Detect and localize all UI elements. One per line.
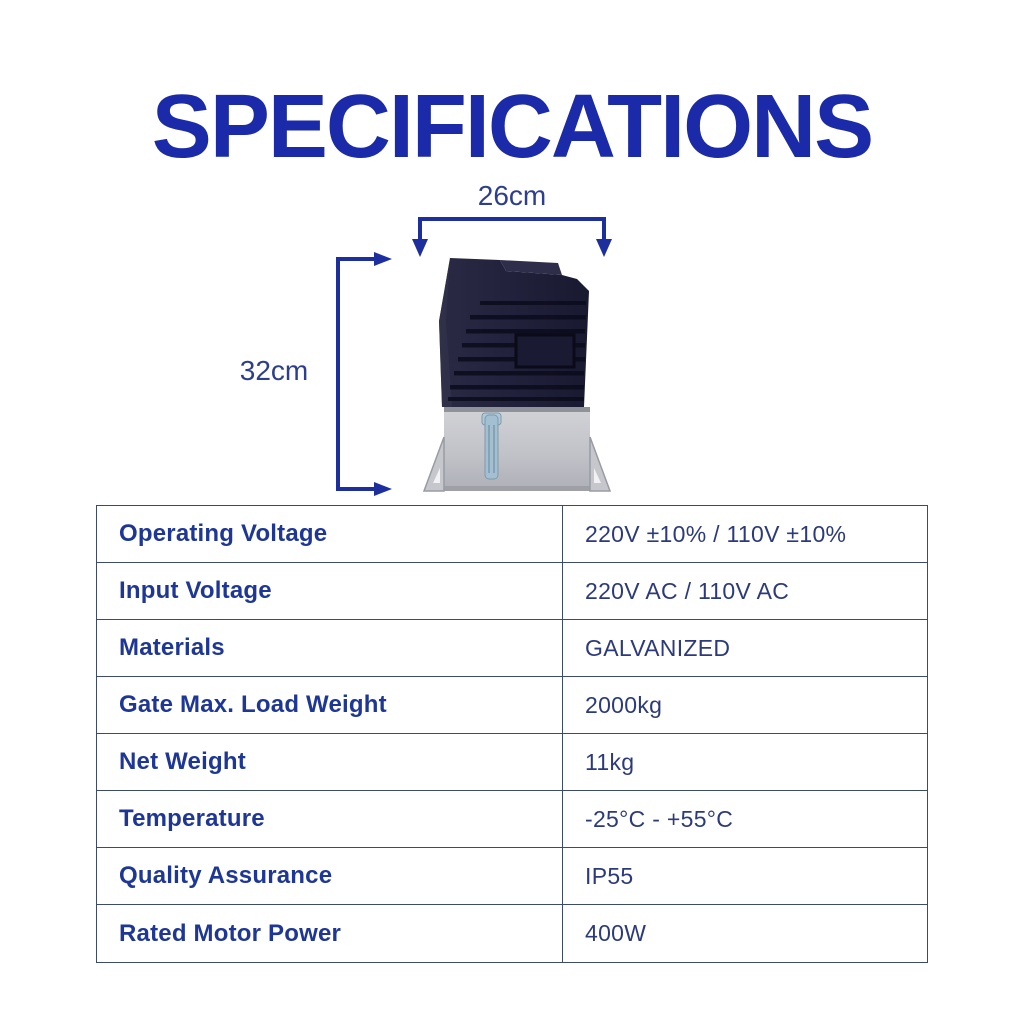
spec-value: 2000kg — [563, 677, 927, 734]
spec-value: -25°C - +55°C — [563, 791, 927, 848]
spec-value: 220V AC / 110V AC — [563, 563, 927, 620]
spec-label: Temperature — [97, 791, 563, 848]
spec-value: 11kg — [563, 734, 927, 791]
spec-value: IP55 — [563, 848, 927, 905]
spec-value: 220V ±10% / 110V ±10% — [563, 506, 927, 563]
page-title: SPECIFICATIONS — [151, 77, 873, 177]
height-dimension-arrow — [336, 252, 392, 496]
gate-motor-illustration — [424, 258, 610, 491]
width-dimension-arrow — [412, 217, 612, 257]
specifications-table — [96, 505, 928, 963]
spec-label: Materials — [97, 620, 563, 677]
spec-label: Gate Max. Load Weight — [97, 677, 563, 734]
spec-label: Rated Motor Power — [97, 905, 563, 962]
width-dimension-label: 26cm — [477, 180, 547, 211]
height-dimension-label: 32cm — [239, 355, 309, 386]
spec-label: Operating Voltage — [97, 506, 563, 563]
spec-label: Input Voltage — [97, 563, 563, 620]
spec-label: Net Weight — [97, 734, 563, 791]
product-dimension-diagram — [230, 175, 690, 505]
spec-value: 400W — [585, 920, 647, 946]
spec-label: Quality Assurance — [97, 848, 563, 905]
spec-value: GALVANIZED — [563, 620, 927, 677]
